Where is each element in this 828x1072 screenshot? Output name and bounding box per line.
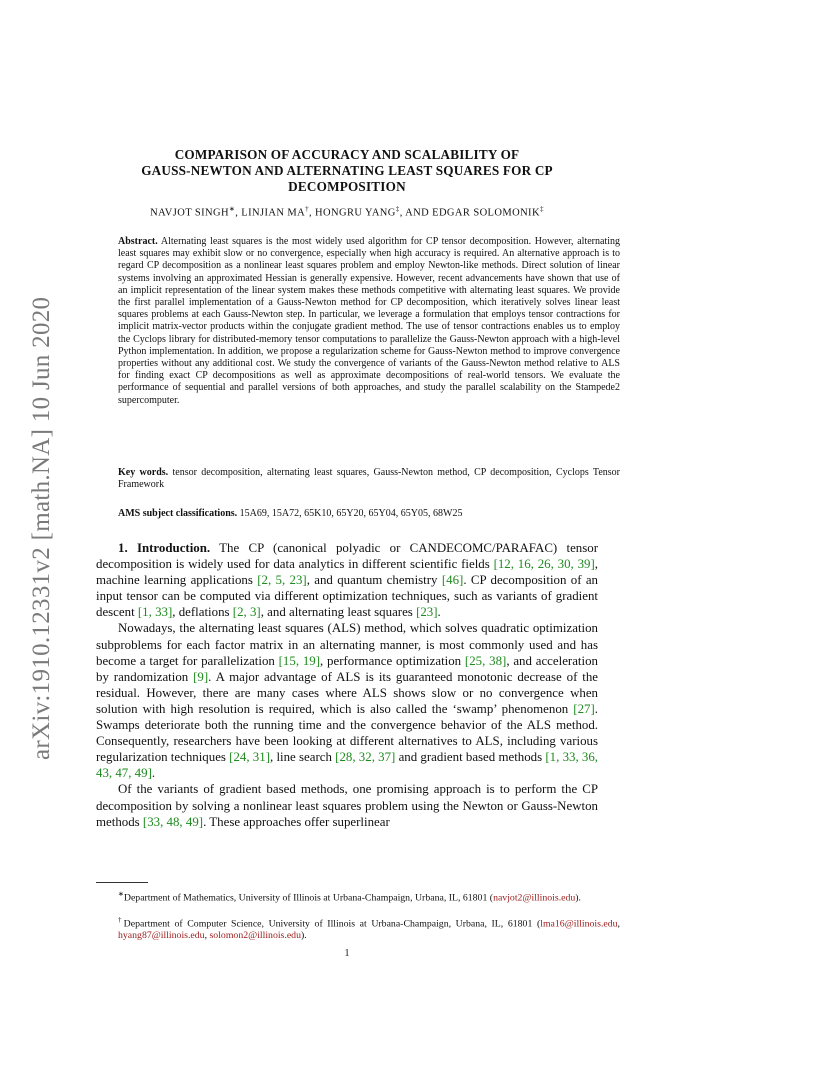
citation-link[interactable]: [24, 31] <box>229 750 270 765</box>
title-line: COMPARISON OF ACCURACY AND SCALABILITY OF <box>174 147 520 162</box>
text-run: , and acceleration by randomization <box>96 653 598 684</box>
author-name: EDGAR SOLOMONIK <box>432 207 540 219</box>
title-line: DECOMPOSITION <box>288 179 406 194</box>
text-run: Nowadays, the alternating least squares (ALS) method, which solves quadratic optimization subproblems for each factor matrix in an alternating manner, is most commonly used and has become a target for parallelization <box>96 621 598 668</box>
text-run: . CP decomposition of an input tensor can be computed via different optimization techniques, such as variants of gradient descent <box>96 573 598 620</box>
author-mark[interactable]: † <box>305 205 309 213</box>
text-run: . Swamps deteriorate both the running time and the convergence behavior of the ALS method. Consequently, researchers have been looking at different alternatives to ALS, including various regularization techniques <box>96 701 598 765</box>
email-link[interactable]: lma16@illinois.edu <box>540 918 618 930</box>
footnote-text: Department of Mathematics, University of Illinois at Urbana-Champaign, Urbana, IL, 61801 ( <box>123 892 494 904</box>
abstract <box>96 236 620 407</box>
text-run: , and quantum chemistry <box>306 573 442 588</box>
citation-link[interactable]: [27] <box>573 701 595 716</box>
email-link[interactable]: hyang87@illinois.edu <box>118 930 205 942</box>
footnote-1 <box>96 888 620 904</box>
citation-link[interactable]: [1, 33, 36, 43, 47, 49] <box>96 750 599 781</box>
text-run: . A major advantage of ALS is its guaranteed monotonic decrease of the residual. However, there are many cases where ALS shows slow or no convergence when solution with high resolution is required, which is also called the ‘swamp’ phenomenon <box>96 669 599 716</box>
citation-link[interactable]: [25, 38] <box>464 653 507 668</box>
text-run: . <box>151 766 156 781</box>
abstract-label: Abstract. <box>118 236 158 247</box>
author-name: NAVJOT SINGH <box>150 207 229 219</box>
paper-title <box>96 147 598 195</box>
author-mark[interactable]: ‡ <box>539 205 544 213</box>
arxiv-margin-stamp <box>22 260 62 760</box>
author-list <box>96 205 598 219</box>
paragraph-runs <box>96 782 598 828</box>
citation-link[interactable]: [2, 3] <box>232 605 261 620</box>
page-number: 1 <box>344 948 350 959</box>
footnote-text: Department of Computer Science, University of Illinois at Urbana-Champaign, Urbana, IL, 61801 ( <box>123 918 541 930</box>
text-run: , machine learning applications <box>96 557 598 588</box>
citation-link[interactable]: [15, 19] <box>278 653 321 668</box>
citation-link[interactable]: [1, 33] <box>137 605 173 620</box>
abstract-text: Alternating least squares is the most widely used algorithm for CP tensor decomposition. However, alternating least squares may exhibit slow or no convergence, especially when high accuracy is required. An alternative approach is to regard CP decomposition as a nonlinear least squares problem and employ Newton-like methods. Direct solution of linear systems involving an approximated Hessian is generally expensive. However, recent advancements have shown that use of an implicit representation of the linear system makes these methods competitive with alternating least squares. We provide the first parallel implementation of a Gauss-Newton method for CP decomposition, which iteratively solves linear least squares problems at each Gauss-Newton step. In particular, we leverage a formulation that employs tensor contractions for implicit matrix-vector products within the conjugate gradient method. The use of tensor contractions enables us to employ the Cyclops library for distributed-memory tensor computations to parallelize the Gauss-Newton approach with a high-level Python implementation. In addition, we propose a regularization scheme for Gauss-Newton method to improve convergence properties without any additional cost. We study the convergence of variants of the Gauss-Newton method relative to ALS for finding exact CP decompositions as well as approximate decompositions of real-world tensors. We evaluate the performance of sequential and parallel versions of both approaches, and study the parallel scalability on the Stampede2 supercomputer. <box>118 236 620 406</box>
author-mark[interactable]: ∗ <box>228 205 236 213</box>
intro-paragraph-2 <box>96 620 598 781</box>
author-sep: , <box>308 207 316 219</box>
author-sep: , <box>235 207 242 219</box>
citation-link[interactable]: [2, 5, 23] <box>257 573 307 588</box>
ams-label: AMS subject classifications. <box>118 508 238 519</box>
footnote-mark: ∗ <box>118 890 124 898</box>
intro-paragraph-3 <box>96 781 598 829</box>
text-run: , line search <box>270 750 336 765</box>
footnote-end: ). <box>300 930 307 942</box>
keywords-label: Key words. <box>118 467 169 478</box>
text-run: , and alternating least squares <box>260 605 417 620</box>
title-line: GAUSS-NEWTON AND ALTERNATING LEAST SQUARES FOR CP <box>141 163 553 178</box>
keywords <box>96 467 620 491</box>
email-link[interactable]: solomon2@illinois.edu <box>209 930 301 942</box>
footnote-mark: † <box>118 916 124 924</box>
author-sep: , AND <box>399 207 433 219</box>
citation-link[interactable]: [28, 32, 37] <box>335 750 396 765</box>
section-heading: 1. Introduction. <box>118 541 211 555</box>
email-link[interactable]: navjot2@illinois.edu <box>493 892 576 904</box>
footnote-rule <box>96 882 148 883</box>
citation-link[interactable]: [33, 48, 49] <box>142 814 204 829</box>
text-run: , performance optimization <box>320 653 465 668</box>
text-run: , deflations <box>172 605 233 620</box>
citation-link[interactable]: [23] <box>416 605 438 620</box>
intro-paragraph-1 <box>96 540 598 620</box>
text-run: Of the variants of gradient based methods, one promising approach is to perform the CP decomposition by solving a nonlinear least squares problem using the Newton or Gauss-Newton methods <box>96 782 598 829</box>
footnote-end: ). <box>575 892 582 904</box>
citation-link[interactable]: [46] <box>441 573 464 588</box>
intro-section <box>96 540 598 830</box>
author-mark[interactable]: ‡ <box>395 205 400 213</box>
author-name: LINJIAN MA <box>241 207 306 219</box>
ams-classifications <box>96 508 620 520</box>
paragraph-runs <box>96 621 598 780</box>
text-run: . These approaches offer superlinear <box>203 814 390 829</box>
text-run: . <box>437 605 441 620</box>
keywords-text: tensor decomposition, alternating least squares, Gauss-Newton method, CP decomposition, Cyclops Tensor Framework <box>118 467 621 491</box>
text-run: The CP (canonical polyadic or CANDECOMC/PARAFAC) tensor decomposition is widely used for data analytics in different scientific fields <box>96 541 598 572</box>
arxiv-id[interactable]: arXiv:1910.12331v2 [math.NA] 10 Jun 2020 <box>28 296 55 760</box>
citation-link[interactable]: [12, 16, 26, 30, 39] <box>493 557 595 572</box>
text-run: and gradient based methods <box>395 750 546 765</box>
author-name: HONGRU YANG <box>315 207 396 219</box>
footnote-2: †Department of Computer Science, University of Illinois at Urbana-Champaign, Urbana, IL, 61801 (lma16@illinois.edu, hyang87@illinois.edu, solomon2@illinois.edu). <box>118 916 620 942</box>
ams-text: 15A69, 15A72, 65K10, 65Y20, 65Y04, 65Y05, 68W25 <box>239 508 463 519</box>
citation-link[interactable]: [9] <box>193 669 209 684</box>
